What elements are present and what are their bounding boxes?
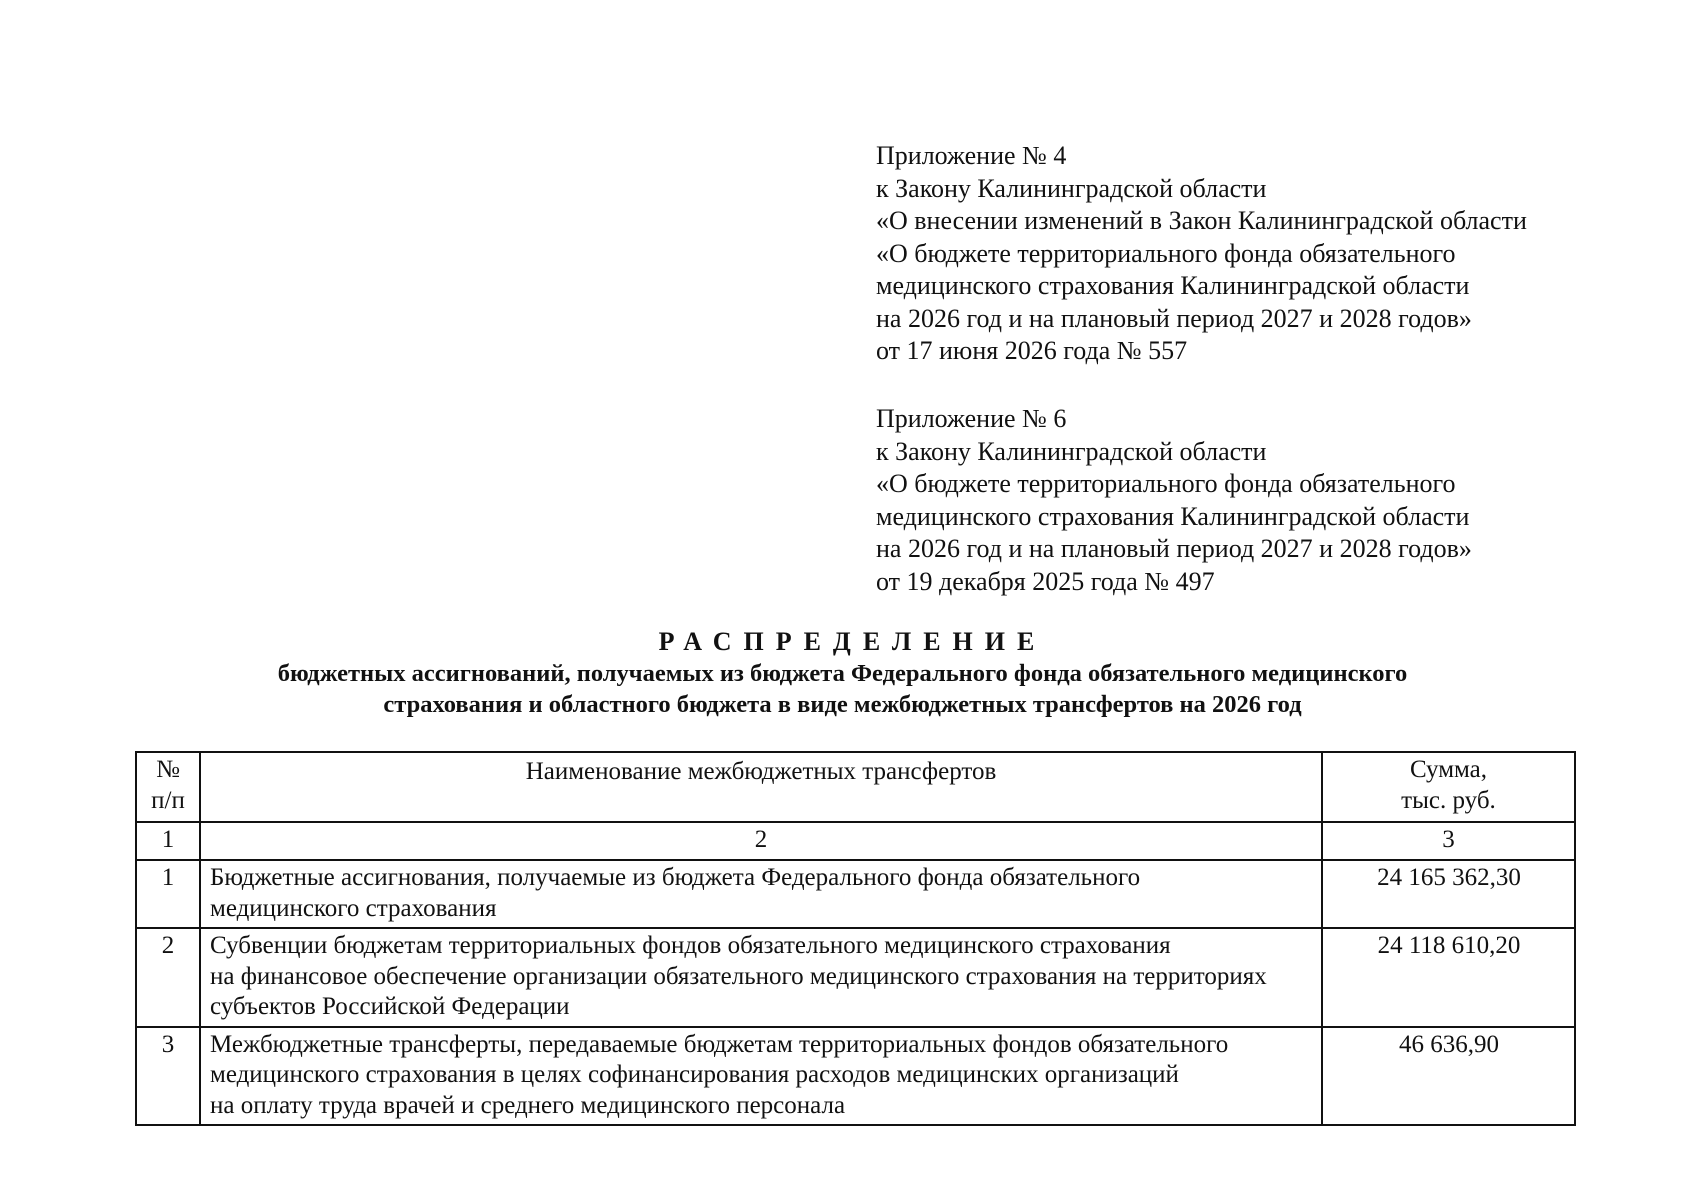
document-subtitle-line: страхования и областного бюджета в виде межбюджетных трансфертов на 2026 год: [383, 691, 1302, 718]
appendix-line: от 17 июня 2026 года № 557: [876, 336, 1188, 365]
header-sum-label: Сумма,: [1409, 756, 1488, 783]
row-number-cell: 2: [136, 928, 200, 1027]
appendix-line: от 19 декабря 2025 года № 497: [876, 566, 1215, 596]
row-sum-cell: 46 636,90: [1322, 1027, 1575, 1126]
table-row: [136, 928, 1575, 1027]
appendix-6-block: [876, 403, 1472, 598]
row-name-line: медицинского страхования в целях софинансирования расходов медицинских организаций: [210, 1061, 1179, 1088]
row-name-cell: [200, 1027, 1322, 1126]
table-row: [136, 1027, 1575, 1126]
appendix-line: Приложение № 4: [876, 141, 1067, 170]
column-number-cell: 3: [1322, 822, 1575, 860]
document-title: РАСПРЕДЕЛЕНИЕ: [658, 627, 1047, 656]
column-number-cell: 1: [136, 822, 200, 860]
appendix-line: к Закону Калининградской области: [876, 173, 1267, 203]
appendix-line: медицинского страхования Калининградской области: [876, 501, 1470, 531]
row-number-cell: 1: [136, 860, 200, 928]
appendix-line: на 2026 год и на плановый период 2027 и 2028 годов»: [876, 303, 1472, 333]
document-subtitle-line: бюджетных ассигнований, получаемых из бюджета Федерального фонда обязательного медицинского: [277, 660, 1408, 687]
column-number-cell: 2: [200, 822, 1322, 860]
header-name-cell: Наименование межбюджетных трансфертов: [200, 752, 1322, 822]
appendix-line: на 2026 год и на плановый период 2027 и 2028 годов»: [876, 534, 1472, 563]
row-number-cell: 3: [136, 1027, 200, 1126]
row-name-line: субъектов Российской Федерации: [210, 993, 570, 1020]
row-sum-cell: 24 165 362,30: [1322, 860, 1575, 928]
header-sum-label: тыс. руб.: [1401, 786, 1496, 814]
table-header-row: [136, 752, 1575, 822]
row-name-line: на оплату труда врачей и среднего медицинского персонала: [210, 1091, 846, 1119]
row-name-line: на финансовое обеспечение организации обязательного медицинского страхования на территориях: [210, 962, 1267, 990]
appendix-line: Приложение № 6: [876, 404, 1067, 433]
row-name-cell: [200, 860, 1322, 928]
appendix-line: к Закону Калининградской области: [876, 436, 1267, 466]
table-row: [136, 860, 1575, 928]
header-sum-cell: [1322, 752, 1575, 822]
row-name-line: Межбюджетные трансферты, передаваемые бюджетам территориальных фондов обязательного: [210, 1030, 1229, 1058]
row-name-line: Субвенции бюджетам территориальных фондов обязательного медицинского страхования: [210, 932, 1171, 959]
row-name-line: медицинского страхования: [210, 894, 497, 922]
appendix-line: «О внесении изменений в Закон Калининградской области: [876, 206, 1527, 235]
column-number-row: [136, 822, 1575, 860]
appendix-line: медицинского страхования Калининградской области: [876, 271, 1470, 300]
row-sum-cell: 24 118 610,20: [1322, 928, 1575, 1027]
header-number-label: п/п: [151, 786, 185, 814]
appendix-line: «О бюджете территориального фонда обязательного: [876, 238, 1456, 268]
header-number-label: №: [156, 756, 180, 783]
appendix-4-block: [876, 140, 1527, 368]
row-name-line: Бюджетные ассигнования, получаемые из бюджета Федерального фонда обязательного: [210, 864, 1141, 891]
transfers-table: [135, 751, 1576, 1126]
document-title-block: [0, 626, 1697, 720]
header-number-cell: [136, 752, 200, 822]
appendix-line: «О бюджете территориального фонда обязательного: [876, 469, 1456, 498]
row-name-cell: [200, 928, 1322, 1027]
